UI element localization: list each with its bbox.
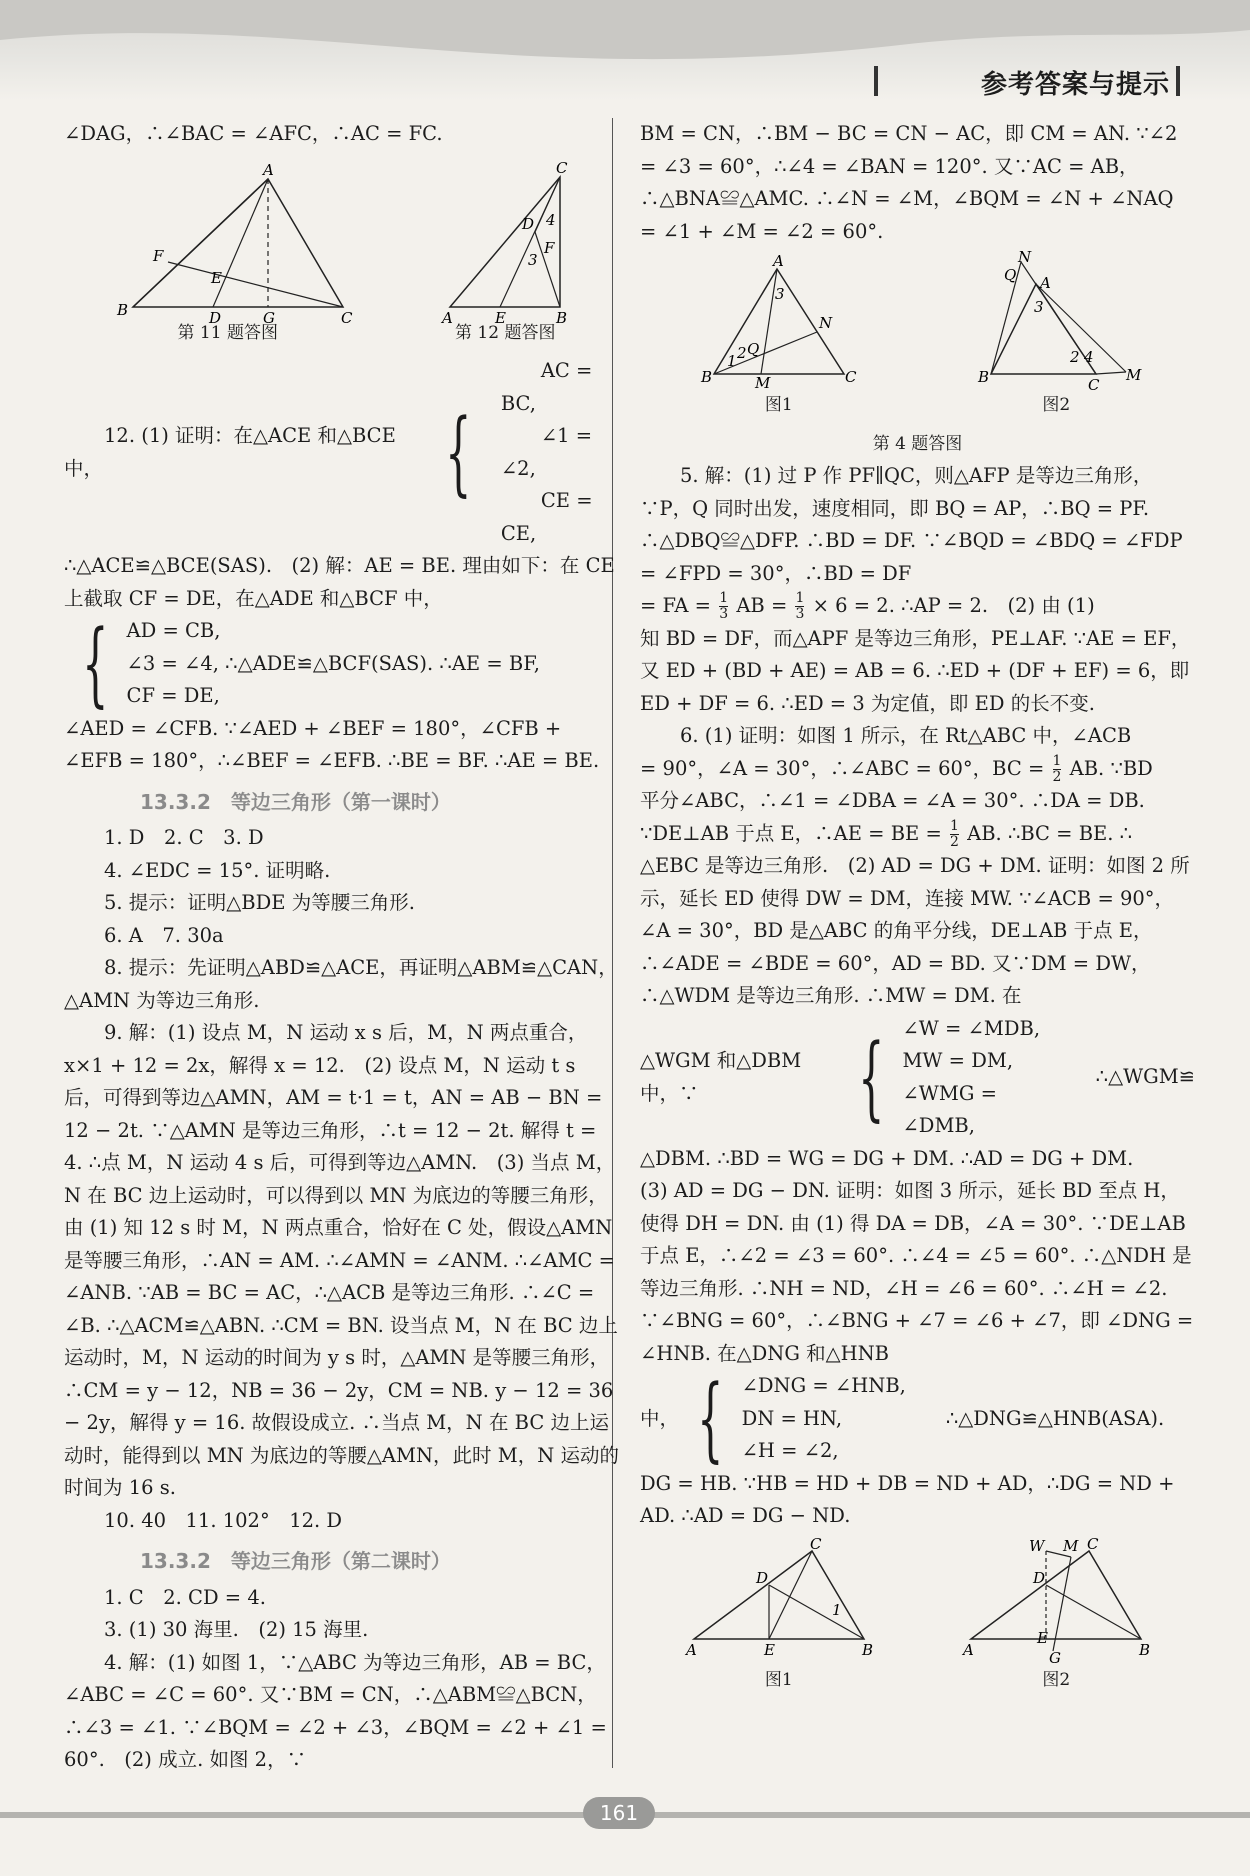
answer-6-f-lead: △WGM 和△DBM 中，∵ [640, 1049, 802, 1105]
answer-6-part-d [640, 818, 1195, 851]
q12-c-line-3: CF = DE, [126, 684, 220, 707]
header-title: 参考答案与提示 [980, 70, 1170, 100]
svg-text:A: A [1040, 274, 1052, 292]
fig-6-row [640, 1534, 1195, 1697]
figure-6-1-caption: 图1 [764, 1669, 793, 1690]
figure-4-caption: 第 4 题答图 [872, 433, 963, 454]
q12-line-3: CE = CE, [500, 489, 593, 545]
svg-text:D: D [522, 214, 535, 233]
figure-6-1-diagram [684, 1534, 874, 1664]
answer-6-system-2 [640, 1364, 1195, 1472]
answer-6-part-e: △EBC 是等边三角形. (2) AD = DG + DM. 证明：如图 2 所示，延长 ED 使得 DW = DM，连接 MW. ∵∠ACB = 90°，∠A = 30°，BD 是△ABC 的角平分线，DE⊥AB 于点 E，∴∠ADE = ∠BDE = 60°，AD = BD. 又∵DM = DW，∴△WDM 是等边三角形. ∴MW = DM. 在 [640, 854, 1190, 1007]
fig-11-12-row [64, 157, 619, 350]
svg-text:B: B [116, 300, 128, 319]
svg-text:Q: Q [746, 340, 760, 358]
q12-para-1: ∴△ACE≌△BCE(SAS). (2) 解：AE = BE. 理由如下：在 CE 上截取 CF = DE，在△ADE 和△BCF 中， [64, 554, 615, 610]
answer-6-d-post: AB. ∴BC = BE. ∴ [967, 821, 1133, 845]
answer-6-b-pre: = 90°，∠A = 30°，∴∠ABC = 60°，BC = [640, 756, 1045, 780]
left-line-1: ∠DAG，∴∠BAC = ∠AFC，∴AC = FC. [64, 122, 443, 145]
q12-system-lines [501, 355, 619, 550]
answer-6-system-2-lines [742, 1370, 906, 1468]
svg-text:2: 2 [736, 344, 747, 362]
svg-text:3: 3 [1034, 298, 1044, 316]
svg-text:3: 3 [774, 285, 785, 303]
answer-6-f-line-3: ∠WMG = ∠DMB, [902, 1081, 997, 1137]
svg-text:A: A [963, 1640, 975, 1659]
q12-c-line-2: ∠3 = ∠4, ∴△ADE≌△BCF(SAS). ∴AE = BF, [126, 651, 540, 675]
answer-9: 9. 解：(1) 设点 M，N 运动 x s 后，M，N 两点重合，x×1 + 12 = 2x，解得 x = 12. (2) 设点 M，N 运动 t s 后，可得到等边△AMN，AM = t·1 = t，AN = AB − BN = 12 − 2t. ∵△AMN 是等边三角形，∴t = 12 − 2t. 解得 t = 4. ∴点 M，N 运动 4 s 后，可得到等边△AMN. (3) 当点 M，N 在 BC 边上运动时，可以得到以 MN 为底边的等腰三角形，由 (1) 知 12 s 时 M，N 两点重合，恰好在 C 处，假设△AMN 是等腰三角形，∴AN = AM. ∴∠AMN = ∠ANM. ∴∠AMC = ∠ANB. ∵AB = BC = AC，∴△ACB 是等边三角形. ∴∠C = ∠B. ∴△ACM≌△ABN. ∴CM = BN. 设当点 M，N 在 BC 边上运动时，M，N 运动的时间为 y s 时，△AMN 是等腰三角形，∴CM = y − 12，NB = 36 − 2y，CM = NB. y − 12 = 36 − 2y，解得 y = 16. 故假设成立. ∴当点 M，N 在 BC 边上运动时，能得到以 MN 为底边的等腰△AMN，此时 M，N 运动的时间为 16 s. [64, 1021, 619, 1499]
svg-text:Q: Q [1004, 266, 1017, 284]
answer-5-b-mid: AB = [736, 594, 788, 617]
answer-5-part-b [640, 590, 1195, 623]
figure-4-1 [699, 254, 859, 422]
svg-text:B: B [556, 308, 568, 327]
answer-10-12: 10. 40 11. 102° 12. D [104, 1508, 343, 1532]
right-column [640, 118, 1195, 1702]
answer-5-part-c: 知 BD = DF，而△APF 是等边三角形，PE⊥AF. ∵AE = EF，又 ED + (BD + AE) = AB = 6. ∴ED + (DF + EF) = 6，即 ED + DF = 6. ∴ED = 3 为定值，即 ED 的长不变. [640, 626, 1191, 715]
figure-6-2-diagram [961, 1534, 1151, 1667]
answer-6-part-b [640, 753, 1195, 786]
answer-6-i-line-2: DN = HN, [741, 1406, 843, 1430]
figure-6-2 [961, 1534, 1151, 1697]
figure-12-diagram [440, 157, 570, 327]
svg-text:A: A [442, 308, 454, 327]
answer-6-f-tail: ∴△WGM≌ [1095, 1065, 1195, 1089]
fraction-one-half-2: $\frac{1}{2}$ [950, 817, 959, 850]
q12-line-2: ∠1 = ∠2, [500, 424, 593, 480]
svg-text:B: B [1139, 1640, 1151, 1659]
figure-4-1-caption: 图1 [764, 395, 793, 415]
header-bar-right [1176, 66, 1180, 96]
svg-text:C: C [556, 158, 568, 177]
fraction-one-half: $\frac{1}{2}$ [1052, 752, 1062, 785]
svg-text:M: M [1126, 366, 1142, 384]
answer-b-1-2: 1. C 2. CD = 4. [104, 1585, 266, 1609]
brace-icon: { [858, 1023, 885, 1131]
svg-text:2: 2 [1070, 348, 1080, 366]
answer-b-3: 3. (1) 30 海里. (2) 15 海里. [104, 1618, 369, 1641]
svg-text:A: A [772, 252, 784, 270]
svg-text:1: 1 [726, 352, 737, 370]
section-title-1: 13.3.2 等边三角形（第一课时） [140, 789, 451, 814]
svg-text:A: A [262, 160, 274, 179]
svg-text:E: E [210, 268, 222, 287]
q12-line-1: AC = BC, [500, 359, 593, 415]
svg-text:3: 3 [528, 250, 538, 269]
q12-system [64, 355, 619, 550]
answer-6-f-line-2: MW = DM, [902, 1049, 1014, 1072]
fraction-one-third: $\frac{1}{3}$ [719, 590, 729, 622]
answer-6-part-j: DG = HB. ∵HB = HD + DB = ND + AD，∴DG = ND + AD. ∴AD = DG − ND. [640, 1471, 1175, 1527]
answer-6-i-lead: 中， [640, 1406, 680, 1430]
svg-text:B: B [861, 1640, 873, 1659]
figure-11-caption: 第 11 题答图 [177, 322, 278, 343]
q12-para-2: ∠AED = ∠CFB. ∵∠AED + ∠BEF = 180°，∠CFB + ∠EFB = 180°，∴∠BEF = ∠EFB. ∴BE = BF. ∴AE = BE. [64, 716, 600, 772]
svg-text:A: A [685, 1640, 697, 1659]
q12-system-2 [64, 609, 619, 717]
figure-12 [440, 157, 570, 350]
page-number-badge: 161 [583, 1797, 655, 1829]
brace-icon: { [445, 398, 472, 506]
svg-text:C: C [1088, 376, 1100, 394]
fraction-one-third-2: $\frac{1}{3}$ [795, 590, 805, 622]
answer-1-3: 1. D 2. C 3. D [104, 826, 264, 849]
answer-6-7: 6. A 7. 30a [104, 923, 224, 947]
figure-4-2-caption: 图2 [1042, 395, 1071, 415]
svg-text:N: N [818, 314, 832, 332]
svg-text:B: B [978, 368, 990, 386]
figure-4-1-diagram [699, 252, 859, 392]
answer-6-b-post: AB. ∵BD [1069, 756, 1153, 780]
right-line-1: BM = CN，∴BM − BC = CN − AC，即 CM = AN. ∵∠2 = ∠3 = 60°，∴∠4 = ∠BAN = 120°. 又∵AC = AB，∴△BNA≌△AMC. ∴∠N = ∠M，∠BQM = ∠N + ∠NAQ = ∠1 + ∠M = ∠2 = 60°. [640, 122, 1178, 243]
svg-text:G: G [1049, 1648, 1062, 1667]
svg-text:C: C [809, 1534, 822, 1553]
svg-text:N: N [1018, 248, 1032, 266]
answer-6-system-1 [640, 1013, 1195, 1143]
answer-5-part-a: 5. 解：(1) 过 P 作 PF∥QC，则△AFP 是等边三角形，∵P，Q 同时出发，速度相同，即 BQ = AP，∴BQ = PF. ∴△DBQ≌△DFP. ∴BD = DF. ∵∠BQD = ∠BDQ = ∠FDP = ∠FPD = 30°，∴BD = DF [640, 464, 1183, 585]
answer-5-b-pre: = FA = [640, 594, 711, 617]
svg-text:C: C [340, 308, 353, 327]
svg-text:D: D [755, 1568, 768, 1587]
answer-6-part-c: 平分∠ABC，∴∠1 = ∠DBA = ∠A = 30°. ∴DA = DB. [640, 789, 1145, 812]
svg-text:C: C [1087, 1534, 1099, 1553]
svg-text:E: E [763, 1640, 775, 1659]
fig-4-row [640, 248, 1195, 422]
answer-5: 5. 提示：证明△BDE 为等腰三角形. [104, 891, 415, 914]
answer-6-part-h: (3) AD = DG − DN. 证明：如图 3 所示，延长 BD 至点 H，使得 DH = DN. 由 (1) 得 DA = DB，∠A = 30°. ∵DE⊥AB 于点 E，∴∠2 = ∠3 = 60°. ∴∠4 = ∠5 = 60°. ∴△NDH 是等边三角形. ∴NH = ND，∠H = ∠6 = 60°. ∴∠H = ∠2. ∵∠BNG = 60°，∴∠BNG + ∠7 = ∠6 + ∠7，即 ∠DNG = ∠HNB. 在△DNG 和△HNB [640, 1179, 1194, 1365]
answer-6-system-1-lines [902, 1013, 1055, 1143]
figure-6-1 [684, 1534, 874, 1697]
brace-icon: { [697, 1364, 724, 1472]
left-column [64, 118, 619, 1777]
answer-6-i-line-3: ∠H = ∠2, [741, 1439, 839, 1462]
header-bar-left [874, 66, 878, 96]
answer-6-i-line-1: ∠DNG = ∠HNB, [741, 1374, 906, 1397]
answer-6-f-line-1: ∠W = ∠MDB, [902, 1016, 1041, 1040]
answer-8: 8. 提示：先证明△ABD≌△ACE，再证明△ABM≌△CAN，△AMN 为等边三角形. [64, 956, 618, 1012]
svg-text:4: 4 [546, 210, 556, 229]
answer-6-d-pre: ∵DE⊥AB 于点 E，∴AE = BE = [640, 821, 942, 845]
svg-text:M: M [1063, 1536, 1079, 1555]
svg-text:D: D [1033, 1568, 1046, 1587]
svg-text:D: D [208, 308, 221, 327]
brace-icon: { [82, 609, 109, 717]
answer-4: 4. ∠EDC = 15°. 证明略. [104, 858, 331, 882]
svg-text:4: 4 [1084, 348, 1094, 366]
answer-6-part-g: △DBM. ∴BD = WG = DG + DM. ∴AD = DG + DM. [640, 1146, 1134, 1170]
figure-12-caption: 第 12 题答图 [455, 322, 556, 343]
svg-text:G: G [262, 308, 275, 327]
figure-11 [113, 157, 353, 350]
answer-5-b-post: × 6 = 2. ∴AP = 2. (2) 由 (1) [812, 594, 1095, 617]
svg-text:B: B [700, 368, 712, 386]
figure-4-2 [976, 248, 1142, 422]
svg-text:E: E [495, 308, 507, 327]
answer-6-part-a: 6. (1) 证明：如图 1 所示，在 Rt△ABC 中，∠ACB [680, 724, 1132, 747]
answer-6-i-tail: ∴△DNG≌△HNB(ASA). [945, 1406, 1165, 1430]
figure-4-2-diagram [976, 248, 1142, 394]
q12-system-2-lines [127, 615, 540, 713]
svg-text:C: C [844, 368, 857, 386]
figure-6-2-caption: 图2 [1042, 1669, 1071, 1690]
q12-lead: 12. (1) 证明：在△ACE 和△BCE 中， [64, 424, 396, 480]
svg-text:1: 1 [831, 1600, 842, 1619]
section-title-2: 13.3.2 等边三角形（第二课时） [140, 1549, 451, 1573]
figure-11-diagram [113, 157, 353, 327]
svg-text:W: W [1029, 1536, 1045, 1555]
svg-text:F: F [544, 238, 555, 257]
svg-text:F: F [152, 246, 164, 265]
q12-c-line-1: AD = CB, [126, 619, 221, 642]
svg-text:M: M [754, 374, 771, 392]
svg-text:E: E [1037, 1628, 1049, 1647]
answer-b-4: 4. 解：(1) 如图 1，∵△ABC 为等边三角形，AB = BC，∠ABC = ∠C = 60°. 又∵BM = CN，∴△ABM≌△BCN，∴∠3 = ∠1. ∵∠BQM = ∠2 + ∠3，∠BQM = ∠2 + ∠1 = 60°. (2) 成立. 如图 2，∵ [64, 1650, 607, 1771]
